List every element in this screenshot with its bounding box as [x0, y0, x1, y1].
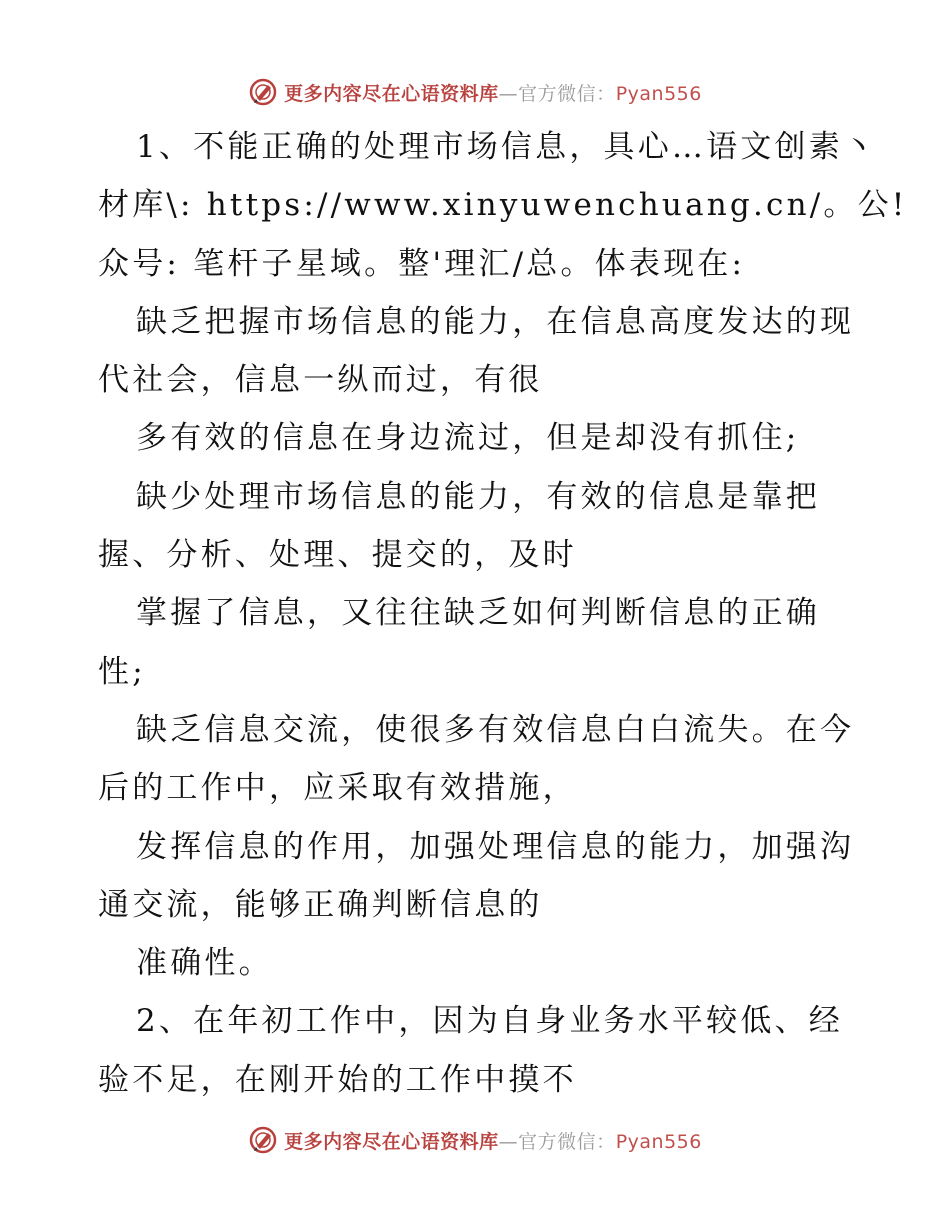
text-line: 众号: 笔杆子星域。整'理汇/总。体表现在: — [98, 245, 746, 282]
text-line: 掌握了信息，又往往缺乏如何判断信息的正确 — [136, 595, 820, 632]
text-line: 2、在年初工作中，因为自身业务水平较低、经 — [136, 1003, 843, 1040]
text-line: 后的工作中，应采取有效措施， — [98, 770, 577, 807]
header-wechat-account: Pyan556 — [615, 82, 702, 105]
text-line: 通交流，能够正确判断信息的 — [98, 886, 543, 923]
text-line: 缺乏把握市场信息的能力，在信息高度发达的现 — [136, 303, 855, 340]
text-line: 缺乏信息交流，使很多有效信息白白流失。在今 — [136, 711, 855, 748]
footer-wechat-account: Pyan556 — [615, 1130, 702, 1153]
header-wechat-label: —官方微信： — [498, 82, 616, 105]
pen-nib-logo-icon — [248, 77, 278, 107]
text-line: 缺少处理市场信息的能力，有效的信息是靠把 — [136, 478, 820, 515]
text-line: 发挥信息的作用，加强处理信息的能力，加强沟 — [136, 828, 855, 865]
text-line: 1、不能正确的处理市场信息，具心…语文创素丶 — [136, 129, 878, 165]
header-watermark — [0, 72, 950, 112]
header-site-name: 更多内容尽在心语资料库 — [284, 82, 499, 105]
footer-wechat-label: —官方微信： — [498, 1130, 616, 1153]
text-line: 代社会，信息一纵而过，有很 — [98, 362, 543, 399]
text-line: 验不足，在刚开始的工作中摸不 — [98, 1061, 577, 1098]
footer-site-name: 更多内容尽在心语资料库 — [284, 1130, 499, 1153]
text-line: 材库\: https://www.xinyuwenchuang.cn/。公! — [98, 187, 908, 224]
text-line: 握、分析、处理、提交的，及时 — [98, 537, 577, 574]
footer-watermark — [0, 1120, 950, 1160]
text-line: 多有效的信息在身边流过，但是却没有抓住; — [136, 420, 800, 457]
document-body — [98, 118, 908, 1109]
text-line: 准确性。 — [136, 945, 273, 982]
text-line: 性; — [98, 653, 146, 690]
pen-nib-logo-icon — [248, 1125, 278, 1155]
